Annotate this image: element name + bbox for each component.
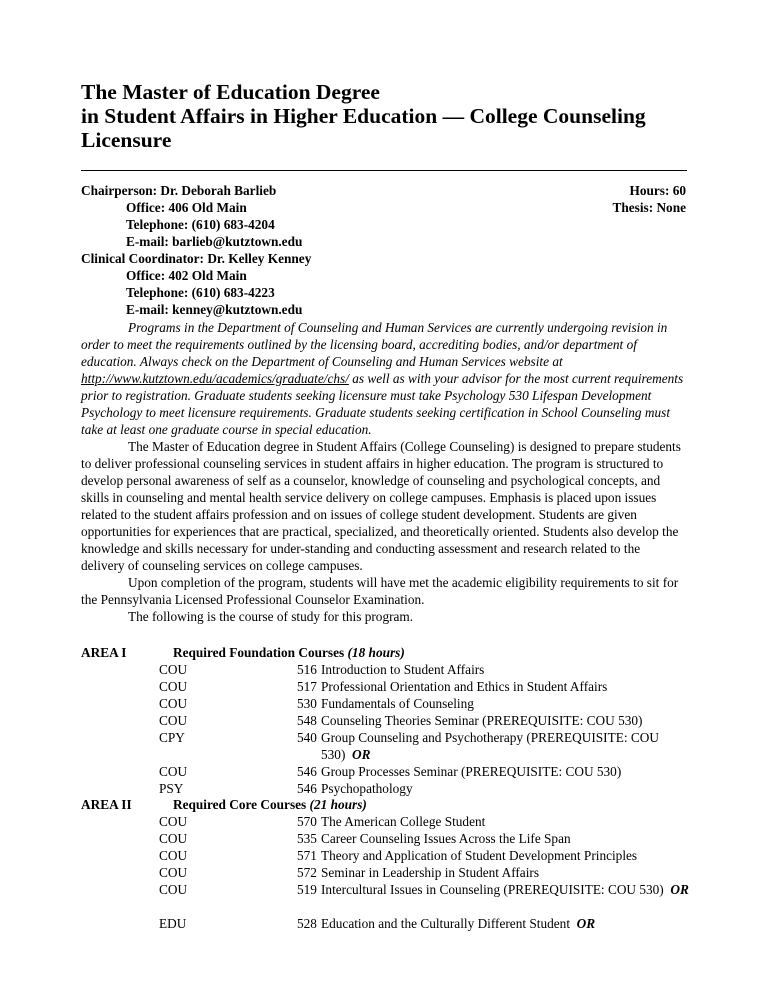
contact-block bbox=[81, 182, 311, 318]
course-dept: COU bbox=[159, 882, 188, 897]
chair-phone: Telephone: (610) 683-4204 bbox=[126, 217, 275, 232]
chair-office: Office: 406 Old Main bbox=[126, 200, 247, 215]
area-1 bbox=[81, 644, 687, 796]
course-dept: COU bbox=[159, 662, 188, 677]
notice-text-2: as well as with your advisor for the most current requirements prior to registration. Graduate students seeking licensure must take Psychology 530 Lifespan Development Psychology to meet licensure requirements. Graduate students seeking certification in School Counseling must take at least one graduate course in special education. bbox=[81, 371, 684, 437]
course-dept: COU bbox=[159, 764, 188, 779]
area-2-heading: Required Core Courses (21 hours) bbox=[173, 797, 367, 812]
course-dept: CPY bbox=[159, 730, 185, 745]
course-title: Seminar in Leadership in Student Affairs bbox=[321, 865, 540, 880]
course-title: Psychopathology bbox=[321, 781, 413, 796]
course-dept: COU bbox=[159, 831, 188, 846]
course-title: Counseling Theories Seminar (PREREQUISITE: COU 530) bbox=[321, 713, 643, 728]
title-line-1: The Master of Education Degree bbox=[81, 80, 380, 104]
thesis-value: Thesis: None bbox=[612, 200, 686, 215]
course-title: Education and the Culturally Different Student OR bbox=[321, 916, 596, 931]
course-number: 546 bbox=[297, 764, 317, 779]
document-title bbox=[81, 80, 701, 152]
course-number: 519 bbox=[297, 882, 317, 897]
department-website-link[interactable]: http://www.kutztown.edu/academics/graduate/chs/ bbox=[81, 371, 349, 386]
course-number: 517 bbox=[297, 679, 317, 694]
course-title: Group Processes Seminar (PREREQUISITE: COU 530) bbox=[321, 764, 622, 779]
course-title: Intercultural Issues in Counseling (PREREQUISITE: COU 530) OR bbox=[321, 882, 689, 897]
chair-email: E-mail: barlieb@kutztown.edu bbox=[126, 234, 303, 249]
course-dept: COU bbox=[159, 696, 188, 711]
program-meta bbox=[612, 182, 686, 216]
clinical-phone: Telephone: (610) 683-4223 bbox=[126, 285, 275, 300]
area-1-label: AREA I bbox=[81, 645, 127, 660]
hours-value: Hours: 60 bbox=[629, 183, 686, 198]
or-alternative: OR bbox=[663, 882, 689, 897]
or-alternative: OR bbox=[345, 747, 371, 762]
chairperson: Chairperson: Dr. Deborah Barlieb bbox=[81, 183, 277, 198]
course-number: 571 bbox=[297, 848, 317, 863]
course-number: 516 bbox=[297, 662, 317, 677]
course-number: 546 bbox=[297, 781, 317, 796]
area-2-label: AREA II bbox=[81, 797, 132, 812]
course-dept: PSY bbox=[159, 781, 184, 796]
title-line-2: in Student Affairs in Higher Education — College Counseling bbox=[81, 104, 646, 128]
course-dept: COU bbox=[159, 865, 188, 880]
course-title: Group Counseling and Psychotherapy (PREREQUISITE: COU 530) OR bbox=[321, 730, 659, 762]
course-dept: EDU bbox=[159, 916, 187, 931]
course-title: Professional Orientation and Ethics in Student Affairs bbox=[321, 679, 608, 694]
course-dept: COU bbox=[159, 814, 188, 829]
course-title: Career Counseling Issues Across the Life Span bbox=[321, 831, 571, 846]
notice-text-1: Programs in the Department of Counseling and Human Services are currently undergoing revision in order to meet the requirements outlined by the licensing board, accrediting bodies, and/or department of education. Always check on the Department of Counseling and Human Services website at bbox=[81, 320, 668, 369]
program-description: The Master of Education degree in Student Affairs (College Counseling) is designed to prepare students to deliver professional counseling services in student affairs in higher education. The program is structured to develop personal awareness of self as a counselor, knowledge of counseling and psychological concepts, and skills in counseling and mental health service delivery on college campuses. Emphasis is placed upon issues related to the student affairs profession and on issues of college student development. Students are given opportunities for experiences that are practical, specialized, and theoretically oriented. Students also develop the knowledge and skills necessary for under-standing and conducting assessment and research related to the delivery of counseling services on college campuses. bbox=[81, 439, 681, 573]
header-rule bbox=[81, 170, 687, 171]
course-number: 540 bbox=[297, 730, 317, 745]
course-title: Introduction to Student Affairs bbox=[321, 662, 485, 677]
course-study-intro: The following is the course of study for this program. bbox=[128, 609, 414, 624]
course-number: 528 bbox=[297, 916, 317, 931]
course-dept: COU bbox=[159, 679, 188, 694]
course-title: Fundamentals of Counseling bbox=[321, 696, 474, 711]
title-line-3: Licensure bbox=[81, 128, 172, 152]
completion-statement: Upon completion of the program, students will have met the academic eligibility requirements to sit for the Pennsylvania Licensed Professional Counselor Examination. bbox=[81, 575, 679, 607]
course-number: 530 bbox=[297, 696, 317, 711]
clinical-email: E-mail: kenney@kutztown.edu bbox=[126, 302, 303, 317]
clinical-office: Office: 402 Old Main bbox=[126, 268, 247, 283]
course-number: 572 bbox=[297, 865, 317, 880]
course-dept: COU bbox=[159, 848, 188, 863]
clinical-coordinator: Clinical Coordinator: Dr. Kelley Kenney bbox=[81, 251, 312, 266]
course-number: 570 bbox=[297, 814, 317, 829]
course-dept: COU bbox=[159, 713, 188, 728]
area-1-heading: Required Foundation Courses (18 hours) bbox=[173, 645, 405, 660]
or-alternative: OR bbox=[570, 916, 596, 931]
revision-notice bbox=[81, 319, 687, 438]
area-2 bbox=[81, 796, 689, 931]
course-title: The American College Student bbox=[321, 814, 486, 829]
course-number: 548 bbox=[297, 713, 317, 728]
course-number: 535 bbox=[297, 831, 317, 846]
course-title: Theory and Application of Student Development Principles bbox=[321, 848, 638, 863]
